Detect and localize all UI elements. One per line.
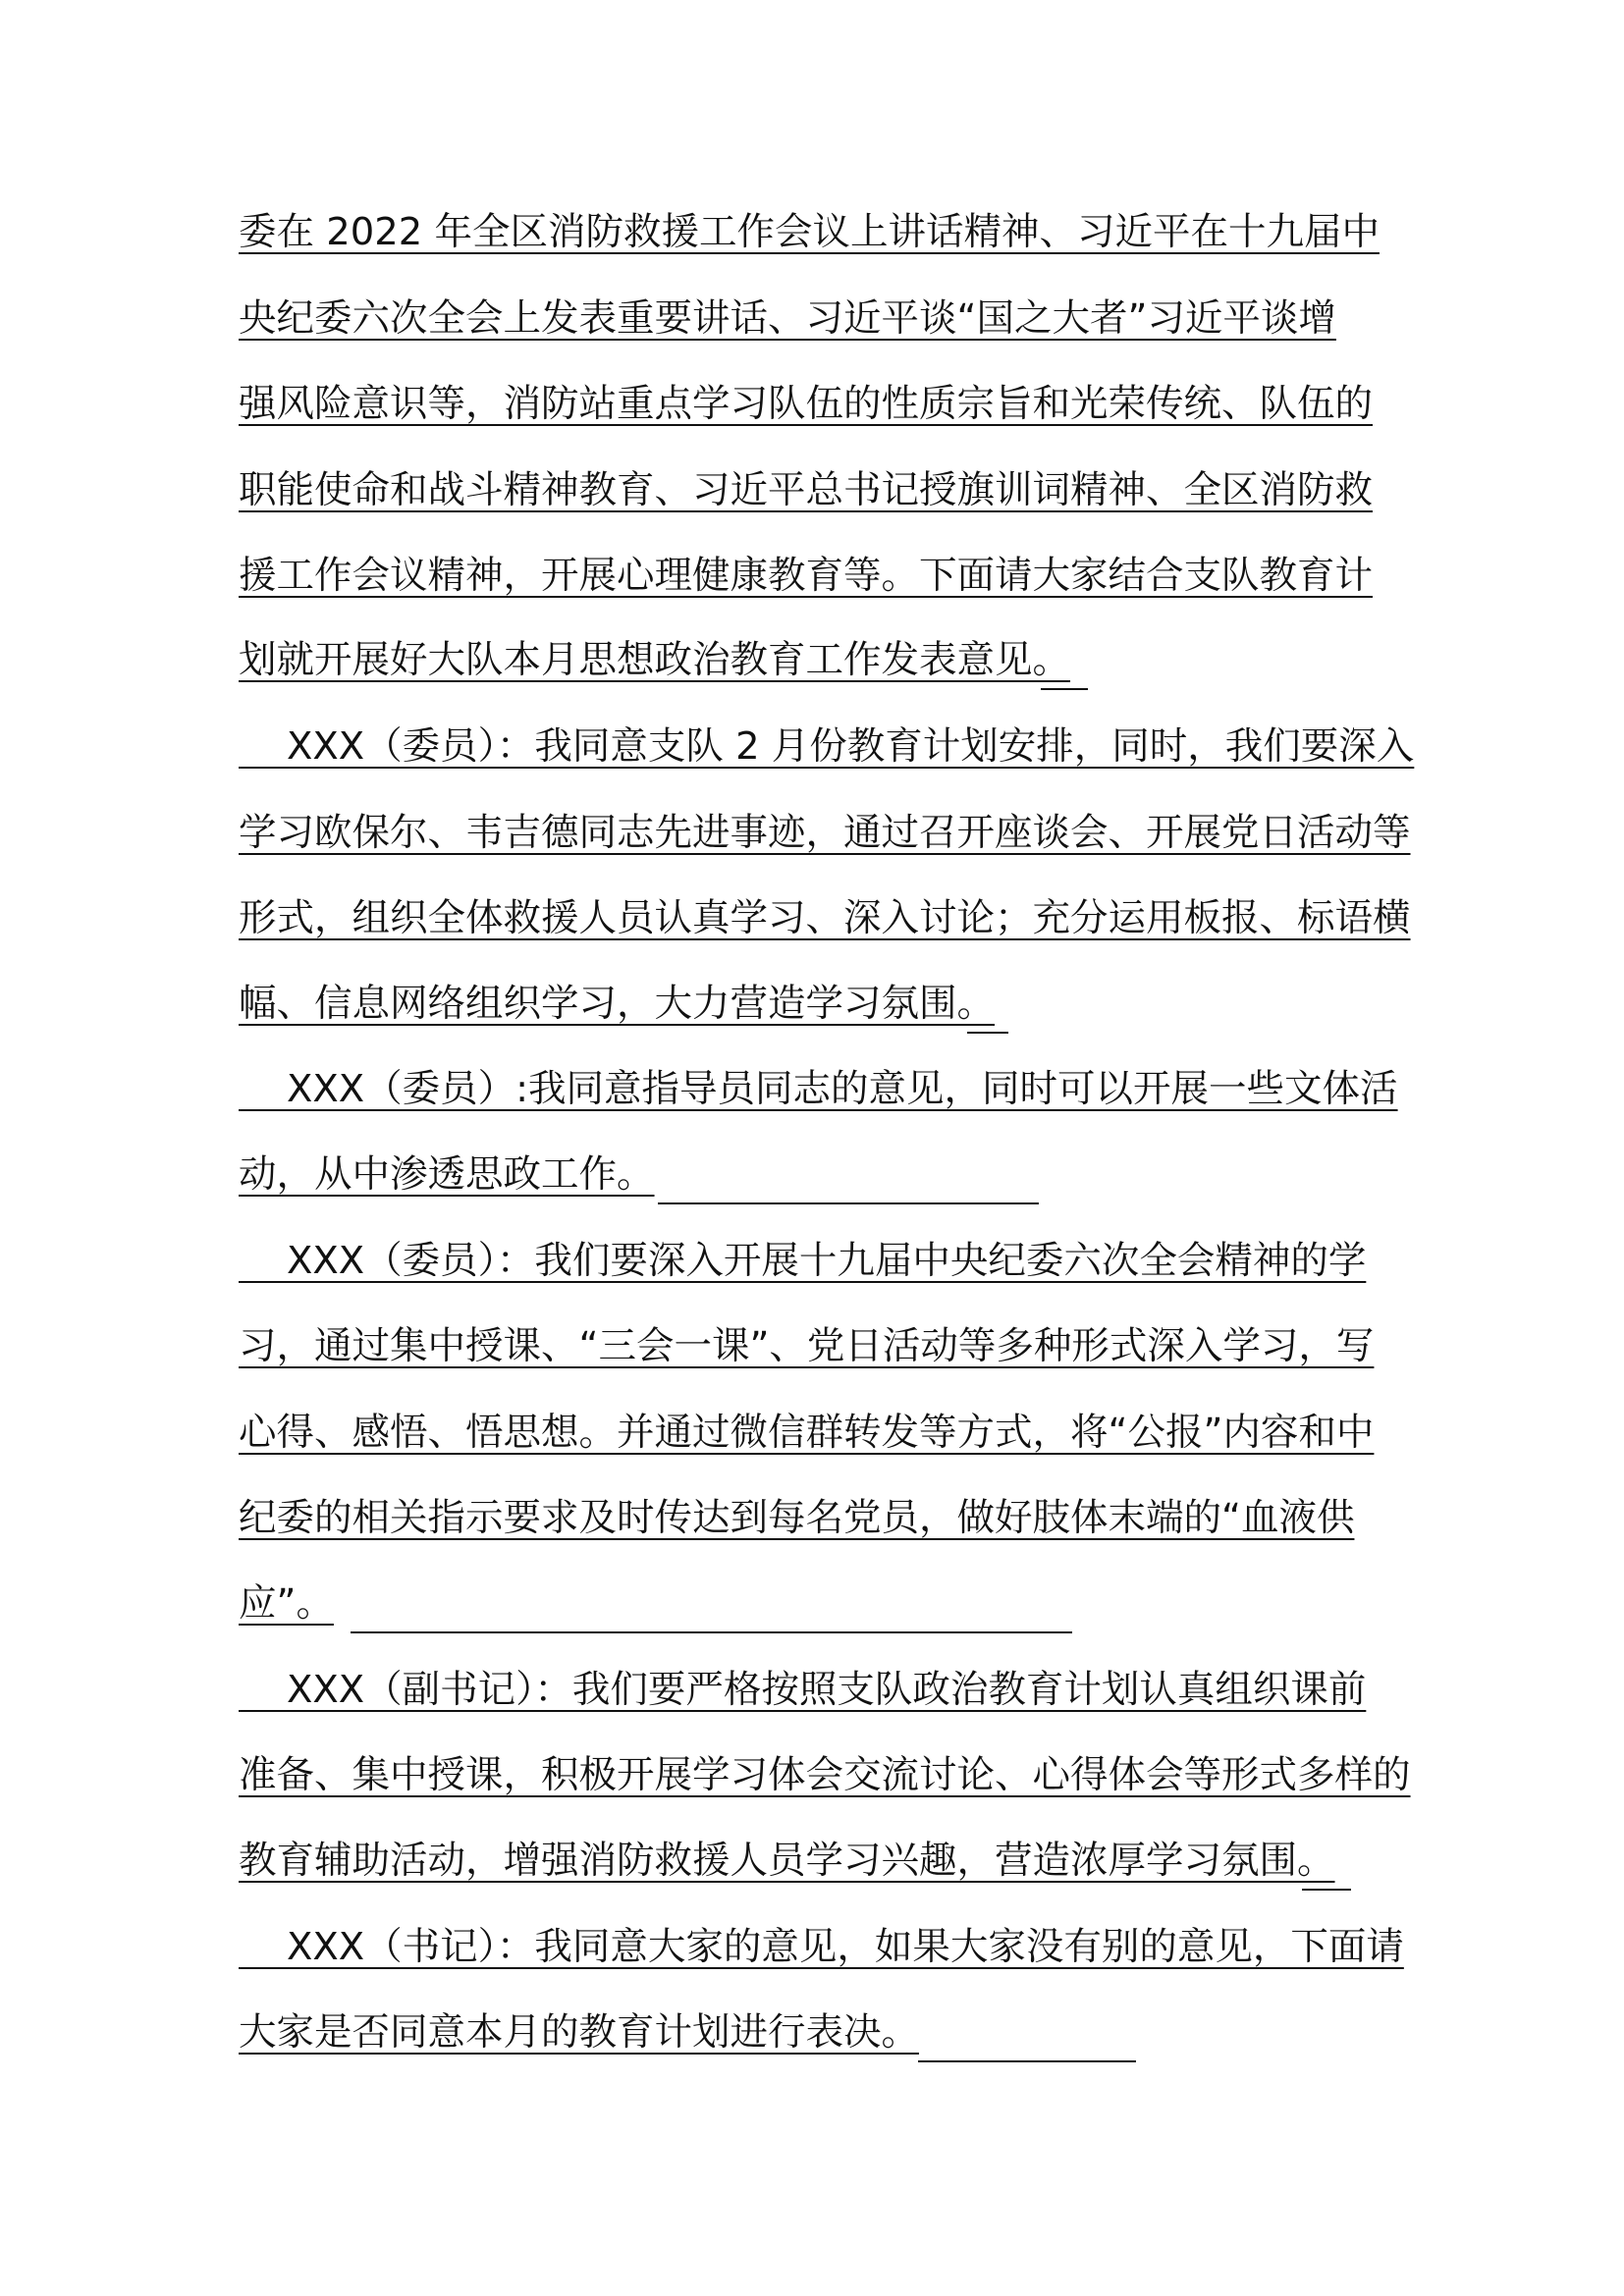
text-line: XXX（书记）：我同意大家的意见，如果大家没有别的意见，下面请: [239, 1925, 1404, 1969]
text-line: XXX（委员）:我同意指导员同志的意见，同时可以开展一些文体活: [239, 1067, 1398, 1111]
text-line: 职能使命和战斗精神教育、习近平总书记授旗训词精神、全区消防救: [239, 468, 1374, 512]
text-line: 幅、信息网络组织学习，大力营造学习氛围。: [239, 982, 996, 1026]
text-line: 动，从中渗透思政工作。: [239, 1152, 655, 1197]
text-line: XXX（副书记）：我们要严格按照支队政治教育计划认真组织课前: [239, 1668, 1367, 1712]
text-line: XXX（委员）：我同意支队 2 月份教育计划安排，同时，我们要深入: [239, 724, 1415, 769]
underline-fill: [658, 1202, 1039, 1204]
underline-fill: [967, 1032, 1008, 1034]
text-line: 纪委的相关指示要求及时传达到每名党员，做好肢体末端的“血液供: [239, 1496, 1355, 1540]
text-line: XXX（委员）：我们要深入开展十九届中央纪委六次全会精神的学: [239, 1239, 1367, 1283]
underline-fill: [1041, 688, 1088, 690]
text-line: 大家是否同意本月的教育计划进行表决。: [239, 2010, 920, 2055]
text-line: 习，通过集中授课、“三会一课”、党日活动等多种形式深入学习，写: [239, 1324, 1375, 1368]
text-line: 援工作会议精神，开展心理健康教育等。下面请大家结合支队教育计: [239, 554, 1374, 598]
underline-fill: [918, 2060, 1136, 2062]
text-line: 学习欧保尔、韦吉德同志先进事迹，通过召开座谈会、开展党日活动等: [239, 811, 1411, 855]
text-line: 央纪委六次全会上发表重要讲话、习近平谈“国之大者”习近平谈增: [239, 296, 1336, 341]
underline-fill: [1302, 1889, 1351, 1891]
underline-fill: [351, 1631, 1072, 1633]
text-line: 准备、集中授课，积极开展学习体会交流讨论、心得体会等形式多样的: [239, 1753, 1411, 1797]
text-line: 心得、感悟、悟思想。并通过微信群转发等方式，将“公报”内容和中: [239, 1411, 1375, 1455]
text-line: 教育辅助活动，增强消防救援人员学习兴趣，营造浓厚学习氛围。: [239, 1839, 1335, 1883]
text-line: 划就开展好大队本月思想政治教育工作发表意见。: [239, 638, 1071, 682]
text-line: 强风险意识等，消防站重点学习队伍的性质宗旨和光荣传统、队伍的: [239, 382, 1374, 426]
text-line: 应”。: [239, 1581, 334, 1626]
text-line: 委在 2022 年全区消防救援工作会议上讲话精神、习近平在十九届中: [239, 210, 1380, 254]
text-line: 形式，组织全体救援人员认真学习、深入讨论；充分运用板报、标语横: [239, 896, 1411, 940]
